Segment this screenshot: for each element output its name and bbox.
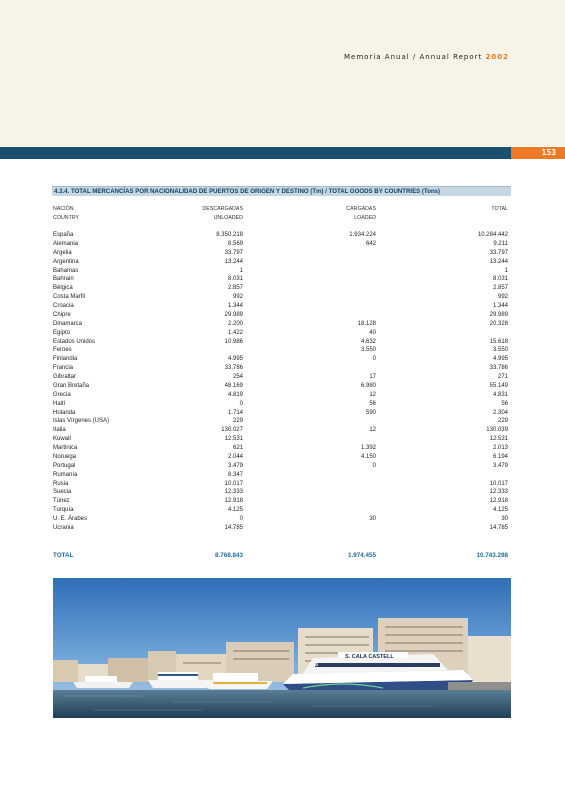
cell-loaded: 18.128 — [357, 320, 376, 327]
cell-total: 12.918 — [489, 498, 508, 505]
cell-country: Finlandia — [53, 356, 78, 363]
cell-unloaded: 0 — [239, 400, 243, 407]
cell-unloaded: 1 — [239, 267, 243, 274]
cell-unloaded: 10.017 — [224, 480, 243, 487]
header-unloaded — [183, 205, 243, 222]
cell-country: Gibraltar — [53, 374, 77, 380]
table-row — [0, 355, 565, 364]
cell-country: Argelia — [53, 249, 72, 256]
table-row — [0, 302, 565, 311]
table-row — [0, 524, 565, 533]
total-total: 10.743.298 — [476, 552, 508, 559]
cell-unloaded: 0 — [239, 516, 243, 522]
cell-country: Kuwait — [53, 436, 72, 443]
cell-country: Noruega — [53, 453, 77, 460]
table-row — [0, 284, 565, 293]
cell-loaded: 0 — [372, 462, 376, 469]
table-title: 4.3.4. TOTAL MERCANCÍAS POR NACIONALIDAD DE PUERTOS DE ORIGEN Y DESTINO (Tm) / TOTAL GOODS BY COUNTRIES (Tons) — [52, 186, 511, 196]
cell-country: Bélgica — [53, 285, 73, 292]
cell-total: 4.831 — [492, 391, 508, 398]
cell-loaded: 642 — [365, 240, 376, 247]
cell-total: 9.211 — [493, 240, 508, 247]
ship-bow-number: 8 — [315, 662, 318, 668]
cell-loaded: 30 — [369, 516, 376, 522]
cell-total: 29.989 — [489, 311, 508, 318]
cell-total: 56 — [501, 400, 508, 407]
cell-country: Feroes — [53, 347, 72, 354]
cell-country: España — [53, 232, 74, 238]
cell-total: 4.995 — [492, 356, 508, 363]
cell-total: 55.149 — [489, 382, 508, 389]
cell-unloaded: 130.027 — [221, 427, 243, 434]
total-unloaded: 8.768.843 — [214, 552, 243, 559]
cell-loaded: 6.980 — [360, 382, 376, 389]
cell-country: U. E. Árabes — [53, 516, 88, 522]
cell-country: Alemania — [53, 240, 79, 247]
header-nation — [53, 205, 79, 222]
cell-loaded: 56 — [369, 400, 376, 407]
cell-unloaded: 1.714 — [227, 409, 243, 416]
table-row — [0, 506, 565, 515]
table-row — [0, 426, 565, 435]
header-loaded — [316, 205, 376, 222]
cell-unloaded: 4.125 — [227, 507, 243, 514]
cell-country: Suecia — [53, 489, 72, 496]
total-row — [0, 551, 565, 561]
cell-loaded: 17 — [369, 374, 376, 380]
header-total — [448, 205, 508, 214]
cell-loaded: 12 — [369, 391, 376, 398]
cell-country: Rumanía — [53, 471, 78, 478]
cell-total: 3.550 — [492, 347, 508, 354]
cell-total: 130.039 — [486, 427, 508, 434]
cell-unloaded: 8.347 — [227, 471, 243, 478]
cell-country: Bahamas — [53, 267, 79, 274]
cell-unloaded: 4.995 — [227, 356, 243, 363]
header-unloaded-es: DESCARGADAS — [202, 206, 243, 212]
cell-unloaded: 2.044 — [227, 453, 243, 460]
blue-divider-bar — [0, 147, 511, 159]
header-nation-en: COUNTRY — [53, 214, 80, 221]
table-row — [0, 338, 565, 347]
cell-loaded: 4.150 — [360, 453, 376, 460]
cell-country: Croacia — [53, 303, 74, 309]
water — [53, 690, 511, 718]
table-row — [0, 515, 565, 524]
cell-unloaded: 33.797 — [224, 249, 243, 256]
cell-country: Portugal — [53, 462, 76, 469]
table-row — [0, 488, 565, 497]
cell-unloaded: 29.989 — [224, 311, 243, 318]
cell-unloaded: 621 — [232, 445, 243, 451]
header-total-label: TOTAL — [491, 206, 508, 212]
cell-unloaded: 992 — [232, 294, 243, 301]
cell-total: 229 — [497, 418, 508, 425]
cell-unloaded: 13.244 — [224, 258, 243, 265]
cell-unloaded: 12.918 — [224, 498, 243, 505]
table-row — [0, 249, 565, 258]
harbor-photo — [53, 578, 511, 718]
cell-total: 3.479 — [492, 462, 508, 469]
cell-country: Ucrania — [53, 524, 74, 531]
table-row — [0, 293, 565, 302]
cell-unloaded: 33.786 — [224, 365, 243, 372]
cell-unloaded: 229 — [232, 418, 243, 425]
cell-loaded: 0 — [372, 356, 376, 363]
cell-country: Rusia — [53, 480, 69, 487]
cell-loaded: 3.550 — [360, 347, 376, 354]
cell-total: 10.017 — [489, 480, 508, 487]
table-row — [0, 471, 565, 480]
cell-country: Holanda — [53, 409, 76, 416]
cell-loaded: 590 — [365, 409, 376, 416]
cell-unloaded: 1.422 — [227, 329, 243, 336]
report-header — [344, 53, 509, 61]
cell-country: Martinica — [53, 445, 78, 451]
cell-unloaded: 4.819 — [227, 391, 243, 398]
cell-total: 1 — [504, 267, 508, 274]
cell-total: 8.031 — [492, 276, 508, 283]
cell-country: Francia — [53, 365, 74, 372]
cell-unloaded: 254 — [232, 374, 243, 380]
table-row — [0, 258, 565, 267]
cell-unloaded: 12.333 — [224, 489, 243, 496]
cell-total: 30 — [501, 516, 508, 522]
cell-loaded: 1.934.224 — [349, 232, 376, 238]
cell-total: 6.194 — [492, 453, 508, 460]
table-row — [0, 462, 565, 471]
cell-unloaded: 2.857 — [227, 285, 243, 292]
cell-total: 992 — [497, 294, 508, 301]
table-row — [0, 329, 565, 338]
table-row — [0, 409, 565, 418]
table-row — [0, 391, 565, 400]
cell-country: Argentina — [53, 258, 79, 265]
cell-country: Grecia — [53, 391, 71, 398]
table-body — [0, 231, 565, 533]
cell-total: 2.304 — [492, 409, 508, 416]
table-row — [0, 373, 565, 382]
table-row — [0, 400, 565, 409]
cell-country: Dinamarca — [53, 320, 83, 327]
cell-total: 4.125 — [492, 507, 508, 514]
cell-unloaded: 8.569 — [227, 240, 243, 247]
cell-total: 33.786 — [489, 365, 508, 372]
table-row — [0, 444, 565, 453]
cell-unloaded: 14.785 — [224, 524, 243, 531]
cell-total: 33.797 — [489, 249, 508, 256]
cell-total: 12.531 — [489, 436, 508, 443]
cell-unloaded: 2.200 — [227, 320, 243, 327]
table-row — [0, 231, 565, 240]
cell-loaded: 1.392 — [360, 445, 376, 451]
table-row — [0, 497, 565, 506]
cell-total: 13.244 — [489, 258, 508, 265]
report-title: Memoria Anual / Annual Report — [344, 53, 483, 61]
cell-unloaded: 10.986 — [224, 338, 243, 345]
cell-total: 1.344 — [492, 303, 508, 309]
cell-unloaded: 1.344 — [227, 303, 243, 309]
table-row — [0, 453, 565, 462]
table-row — [0, 480, 565, 489]
cell-country: Haití — [53, 400, 66, 407]
top-band — [0, 0, 565, 146]
cell-country: Islas Vírgenes (USA) — [53, 418, 110, 425]
cell-country: Bahrain — [53, 276, 74, 283]
ship-name: S. CALA CASTELL — [345, 654, 394, 660]
table-row — [0, 320, 565, 329]
cell-country: Turquía — [53, 507, 74, 514]
cell-total: 10.284.442 — [477, 232, 508, 238]
cell-total: 271 — [497, 374, 508, 380]
table-row — [0, 346, 565, 355]
report-year: 2002 — [485, 53, 509, 61]
cell-loaded: 4.632 — [360, 338, 376, 345]
quay — [448, 682, 511, 690]
total-label: TOTAL — [53, 552, 74, 559]
header-unloaded-en: UNLOADED — [213, 214, 243, 221]
cell-total: 15.618 — [489, 338, 508, 345]
page-number: 153 — [541, 148, 556, 157]
table-row — [0, 364, 565, 373]
cell-country: Costa Marfil — [53, 294, 86, 301]
cell-unloaded: 8.350.218 — [216, 232, 243, 238]
cell-unloaded: 48.169 — [224, 382, 243, 389]
cell-unloaded: 8.031 — [227, 276, 243, 283]
table-row — [0, 267, 565, 276]
cell-country: Estados Unidos — [53, 338, 96, 345]
cell-unloaded: 12.531 — [224, 436, 243, 443]
cell-country: Egipto — [53, 329, 71, 336]
table-row — [0, 311, 565, 320]
table-row — [0, 417, 565, 426]
table-row — [0, 382, 565, 391]
cell-country: Chipre — [53, 311, 71, 318]
cell-total: 12.333 — [489, 489, 508, 496]
cell-loaded: 12 — [369, 427, 376, 434]
cell-country: Túnez — [53, 498, 70, 505]
cell-total: 2.013 — [492, 445, 508, 451]
cell-total: 20.328 — [489, 320, 508, 327]
header-loaded-en: LOADED — [354, 214, 376, 221]
cell-total: 14.785 — [489, 524, 508, 531]
cell-total: 2.857 — [492, 285, 508, 292]
header-loaded-es: CARGADAS — [346, 206, 376, 212]
cell-country: Italia — [53, 427, 66, 434]
table-row — [0, 275, 565, 284]
total-loaded: 1.974.455 — [347, 552, 376, 559]
table-row — [0, 435, 565, 444]
table-row — [0, 240, 565, 249]
cell-unloaded: 3.479 — [227, 462, 243, 469]
cell-country: Gran Bretaña — [53, 382, 90, 389]
cell-loaded: 40 — [369, 329, 376, 336]
header-nation-es: NACIÓN — [53, 206, 74, 212]
